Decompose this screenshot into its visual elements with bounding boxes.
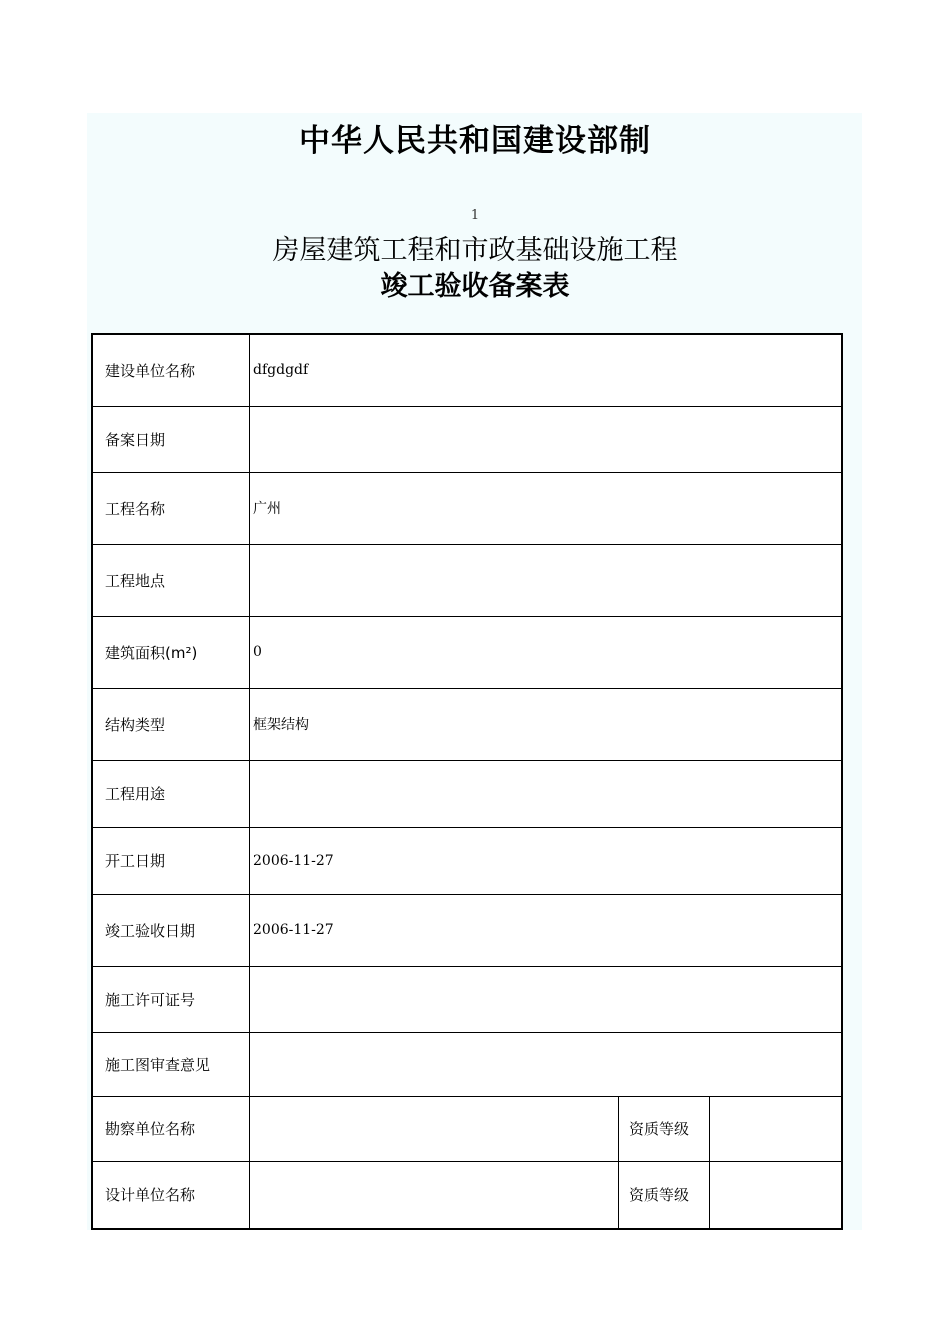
field-label: 备案日期 — [92, 406, 250, 472]
qualification-label: 资质等级 — [619, 1096, 710, 1161]
field-label: 开工日期 — [92, 827, 250, 894]
table-row — [92, 1161, 842, 1229]
table-row — [92, 1096, 842, 1161]
page-number: 1 — [470, 208, 480, 223]
field-value-floor-area[interactable]: 0 — [250, 616, 843, 688]
field-label: 设计单位名称 — [92, 1161, 250, 1229]
field-value-project-location[interactable] — [250, 544, 843, 616]
field-value-start-date[interactable]: 2006-11-27 — [250, 827, 843, 894]
field-label: 工程用途 — [92, 760, 250, 827]
field-label: 结构类型 — [92, 688, 250, 760]
table-row — [92, 1032, 842, 1096]
field-value-design-qualification[interactable] — [710, 1161, 843, 1229]
table-row — [92, 406, 842, 472]
table-row — [92, 827, 842, 894]
field-value-completion-date[interactable]: 2006-11-27 — [250, 894, 843, 966]
record-form-table — [91, 333, 843, 1230]
field-label: 工程地点 — [92, 544, 250, 616]
table-row — [92, 760, 842, 827]
table-row — [92, 894, 842, 966]
table-row — [92, 966, 842, 1032]
title-line-2: 竣工验收备案表 — [380, 271, 570, 302]
field-label: 竣工验收日期 — [92, 894, 250, 966]
field-value-construction-unit[interactable]: dfgdgdf — [250, 334, 843, 406]
field-value-project-use[interactable] — [250, 760, 843, 827]
title-line-1: 房屋建筑工程和市政基础设施工程 — [272, 235, 678, 266]
field-label: 施工许可证号 — [92, 966, 250, 1032]
table-row — [92, 544, 842, 616]
field-label: 工程名称 — [92, 472, 250, 544]
field-label: 施工图审查意见 — [92, 1032, 250, 1096]
field-value-survey-unit[interactable] — [250, 1096, 619, 1161]
qualification-label: 资质等级 — [619, 1161, 710, 1229]
field-value-filing-date[interactable] — [250, 406, 843, 472]
table-row — [92, 688, 842, 760]
field-value-survey-qualification[interactable] — [710, 1096, 843, 1161]
field-value-permit-number[interactable] — [250, 966, 843, 1032]
document-title — [0, 233, 950, 305]
table-row — [92, 616, 842, 688]
table-row — [92, 334, 842, 406]
field-label: 建设单位名称 — [92, 334, 250, 406]
field-label: 勘察单位名称 — [92, 1096, 250, 1161]
field-value-design-unit[interactable] — [250, 1161, 619, 1229]
issuing-authority: 中华人民共和国建设部制 — [299, 123, 651, 159]
table-row — [92, 472, 842, 544]
field-value-structure-type[interactable]: 框架结构 — [250, 688, 843, 760]
field-label: 建筑面积(m²) — [92, 616, 250, 688]
field-value-drawing-review[interactable] — [250, 1032, 843, 1096]
field-value-project-name[interactable]: 广州 — [250, 472, 843, 544]
